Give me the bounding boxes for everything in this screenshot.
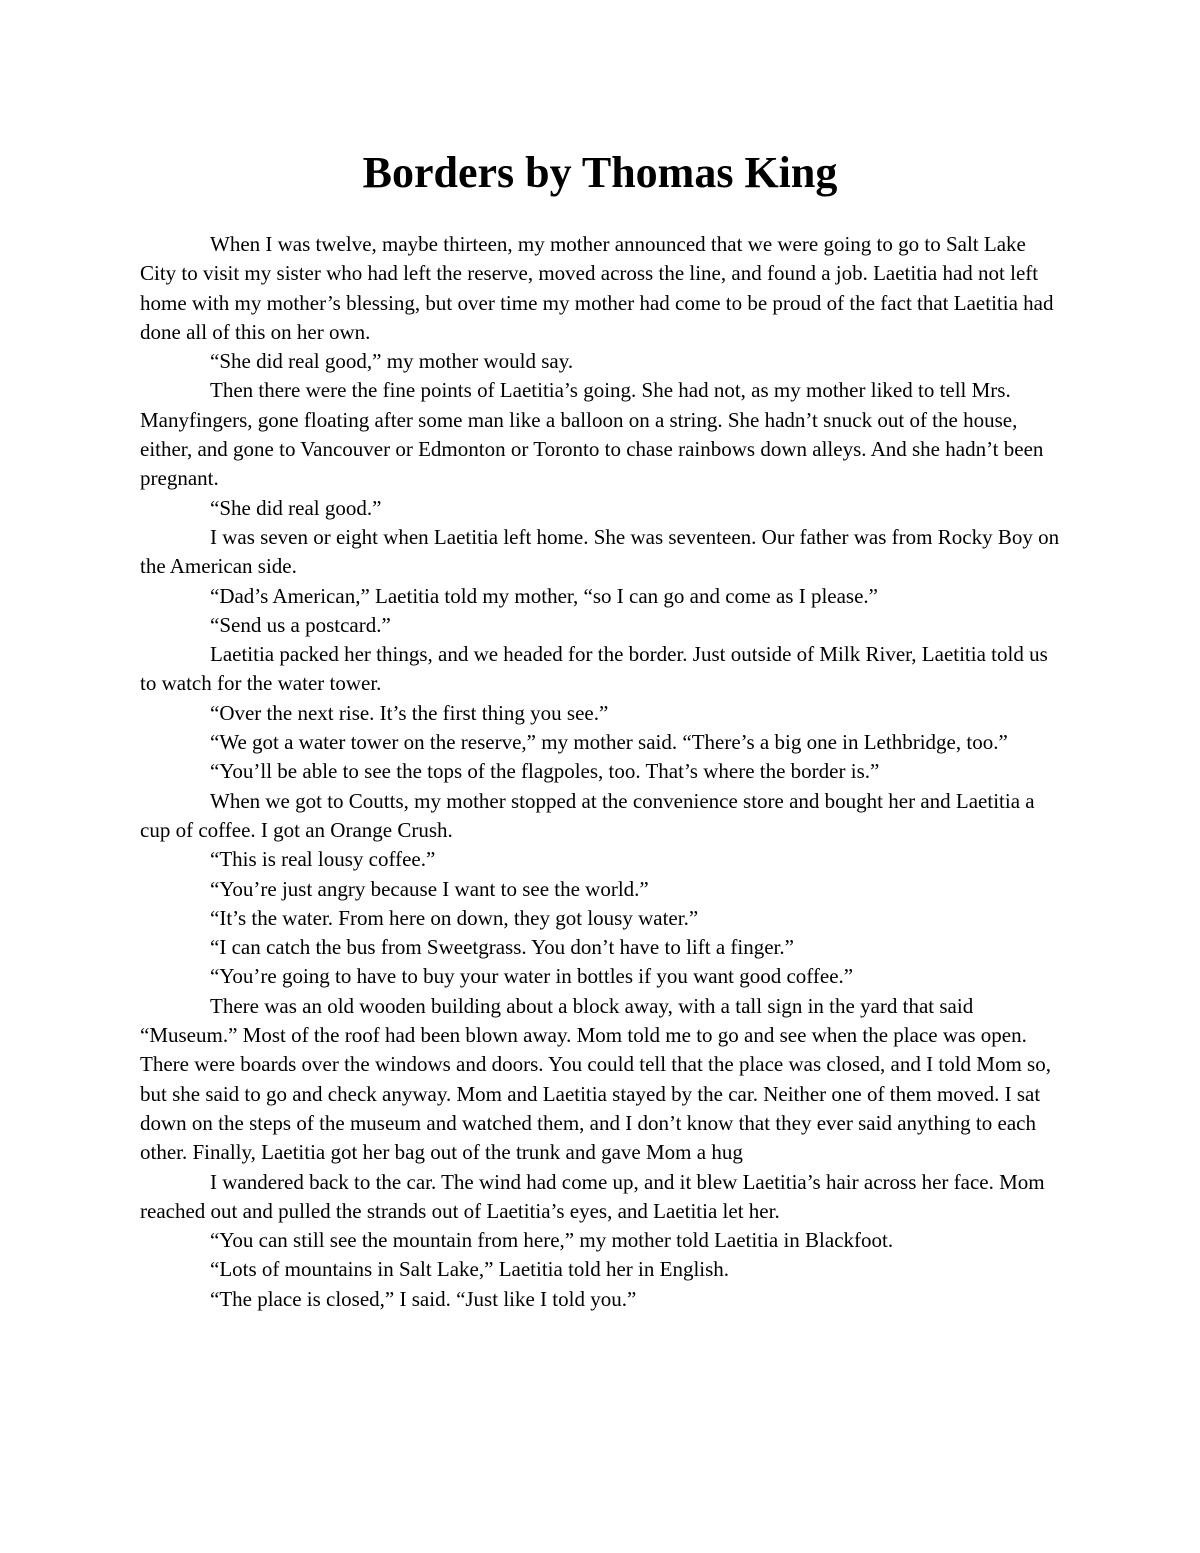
paragraph: “Send us a postcard.”: [210, 612, 391, 637]
paragraph: I was seven or eight when Laetitia left home. She was seventeen. Our father was from Rocky Boy on the American side.: [140, 524, 1060, 579]
paragraph: “Lots of mountains in Salt Lake,” Laetitia told her in English.: [210, 1257, 730, 1282]
paragraph: “I can catch the bus from Sweetgrass. You don’t have to lift a finger.”: [210, 935, 794, 960]
paragraph: “You’re going to have to buy your water in bottles if you want good coffee.”: [210, 964, 854, 989]
paragraph: Then there were the fine points of Laetitia’s going. She had not, as my mother liked to tell Mrs. Manyfingers, gone floating after some man like a balloon on a string. She hadn’t snuck out of the house, either, and gone to Vancouver or Edmonton or Toronto to chase rainbows down alleys. And she hadn’t been pregnant.: [140, 378, 1044, 491]
paragraph: “You’ll be able to see the tops of the flagpoles, too. That’s where the border is.”: [210, 759, 880, 784]
paragraph: “You can still see the mountain from here,” my mother told Laetitia in Blackfoot.: [210, 1228, 894, 1253]
paragraph: “Over the next rise. It’s the first thing you see.”: [210, 700, 609, 725]
paragraph: When I was twelve, maybe thirteen, my mother announced that we were going to go to Salt Lake City to visit my sister who had left the reserve, moved across the line, and found a job. Laetitia had not left home with my mother’s blessing, but over time my mother had come to be proud of the fact that Laetitia had done all of this on her own.: [140, 232, 1054, 344]
paragraph: “She did real good,” my mother would say.: [210, 349, 574, 374]
paragraph: “We got a water tower on the reserve,” my mother said. “There’s a big one in Lethbridge, too.”: [210, 730, 1008, 755]
paragraph: When we got to Coutts, my mother stopped at the convenience store and bought her and Laetitia a cup of coffee. I got an Orange Crush.: [140, 788, 1035, 842]
paragraph: “The place is closed,” I said. “Just like I told you.”: [210, 1286, 637, 1311]
page-title: Borders by Thomas King: [362, 148, 838, 197]
paragraph: “This is real lousy coffee.”: [210, 847, 436, 872]
paragraph: There was an old wooden building about a block away, with a tall sign in the yard that said “Museum.” Most of the roof had been blown away. Mom told me to go and see when the place was open. There were boards over the windows and doors. You could tell that the place was closed, and I told Mom so, but she said to go and check anyway. Mom and Laetitia stayed by the car. Neither one of them moved. I sat down on the steps of the museum and watched them, and I don’t know that they ever said anything to each other. Finally, Laetitia got her bag out of the trunk and gave Mom a hug: [140, 993, 1051, 1165]
paragraph: “You’re just angry because I want to see the world.”: [210, 876, 649, 901]
paragraph: “It’s the water. From here on down, they got lousy water.”: [210, 905, 699, 930]
paragraph: “She did real good.”: [210, 495, 382, 520]
paragraph: Laetitia packed her things, and we headed for the border. Just outside of Milk River, Laetitia told us to watch for the water tower.: [140, 642, 1048, 696]
paragraph: “Dad’s American,” Laetitia told my mother, “so I can go and come as I please.”: [210, 583, 878, 608]
paragraph: I wandered back to the car. The wind had come up, and it blew Laetitia’s hair across her face. Mom reached out and pulled the strands out of Laetitia’s eyes, and Laetitia let her.: [140, 1169, 1045, 1223]
story-body: [140, 230, 1062, 1314]
